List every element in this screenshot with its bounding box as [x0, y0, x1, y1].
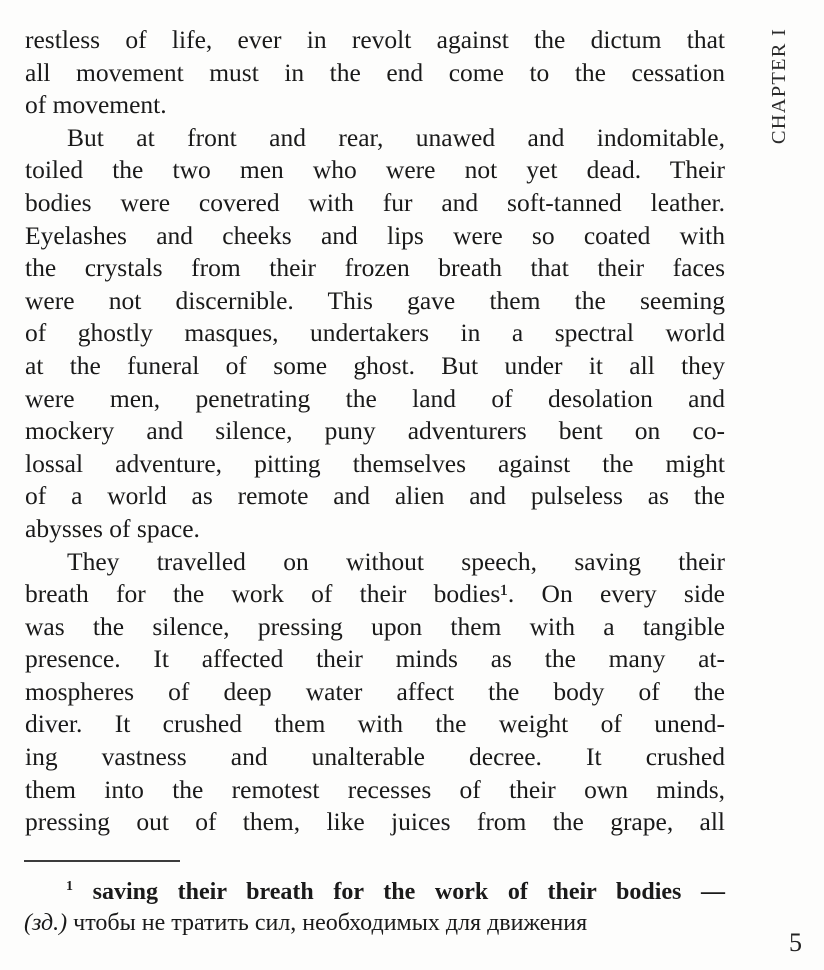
text-line: pressing out of them, like juices from the grape, all: [25, 807, 725, 837]
footnote-translation-line: [24, 908, 725, 939]
footnote-dash: —: [701, 879, 726, 905]
text-line: bodies were covered with fur and soft-tanned leather.: [25, 187, 725, 217]
text-line: mospheres of deep water affect the body of the: [25, 676, 725, 706]
text-line: diver. It crushed them with the weight of unend-: [25, 709, 725, 739]
text-line: breath for the work of their bodies¹. On every side: [25, 579, 725, 609]
text-line: all movement must in the end come to the cessation: [25, 57, 725, 87]
paragraph: [25, 24, 725, 122]
text-line: of ghostly masques, undertakers in a spectral world: [25, 318, 725, 348]
text-line: mockery and silence, puny adventurers bent on co-: [25, 416, 725, 446]
body-text: [25, 24, 725, 839]
text-line: were men, penetrating the land of desolation and: [25, 383, 725, 413]
text-line: But at front and rear, unawed and indomitable,: [67, 122, 725, 152]
text-line: They travelled on without speech, saving their: [67, 546, 725, 576]
text-line: of a world as remote and alien and pulseless as the: [25, 481, 725, 511]
text-line: them into the remotest recesses of their own minds,: [25, 774, 725, 804]
footnote-translation: чтобы не тратить сил, необходимых для движения: [73, 910, 588, 936]
text-line: was the silence, pressing upon them with a tangible: [25, 611, 725, 641]
footnote-term: saving their breath for the work of their bodies: [92, 879, 682, 905]
text-line: the crystals from their frozen breath that their faces: [25, 253, 725, 283]
text-line: toiled the two men who were not yet dead. Their: [25, 155, 725, 185]
text-line: abysses of space.: [25, 513, 200, 543]
text-line: restless of life, ever in revolt against the dictum that: [25, 25, 725, 54]
paragraph: [25, 546, 725, 839]
footnote-marker: 1: [66, 879, 73, 894]
text-line: lossal adventure, pitting themselves against the might: [25, 448, 725, 478]
page-number: 5: [789, 928, 802, 957]
text-line: at the funeral of some ghost. But under it all they: [25, 350, 725, 380]
footnote-definition-line: [24, 871, 725, 908]
paragraph: [25, 122, 725, 546]
text-line: were not discernible. This gave them the seeming: [25, 285, 725, 315]
text-line: Eyelashes and cheeks and lips were so coated with: [25, 220, 725, 250]
footnote: [24, 860, 725, 939]
chapter-running-head: CHAPTER I: [768, 28, 790, 145]
text-line: ing vastness and unalterable decree. It crushed: [25, 742, 725, 772]
footnote-divider: [24, 860, 180, 862]
text-line: presence. It affected their minds as the many at-: [25, 644, 725, 674]
text-line: of movement.: [25, 90, 167, 120]
footnote-abbr: (зд.): [24, 910, 68, 936]
